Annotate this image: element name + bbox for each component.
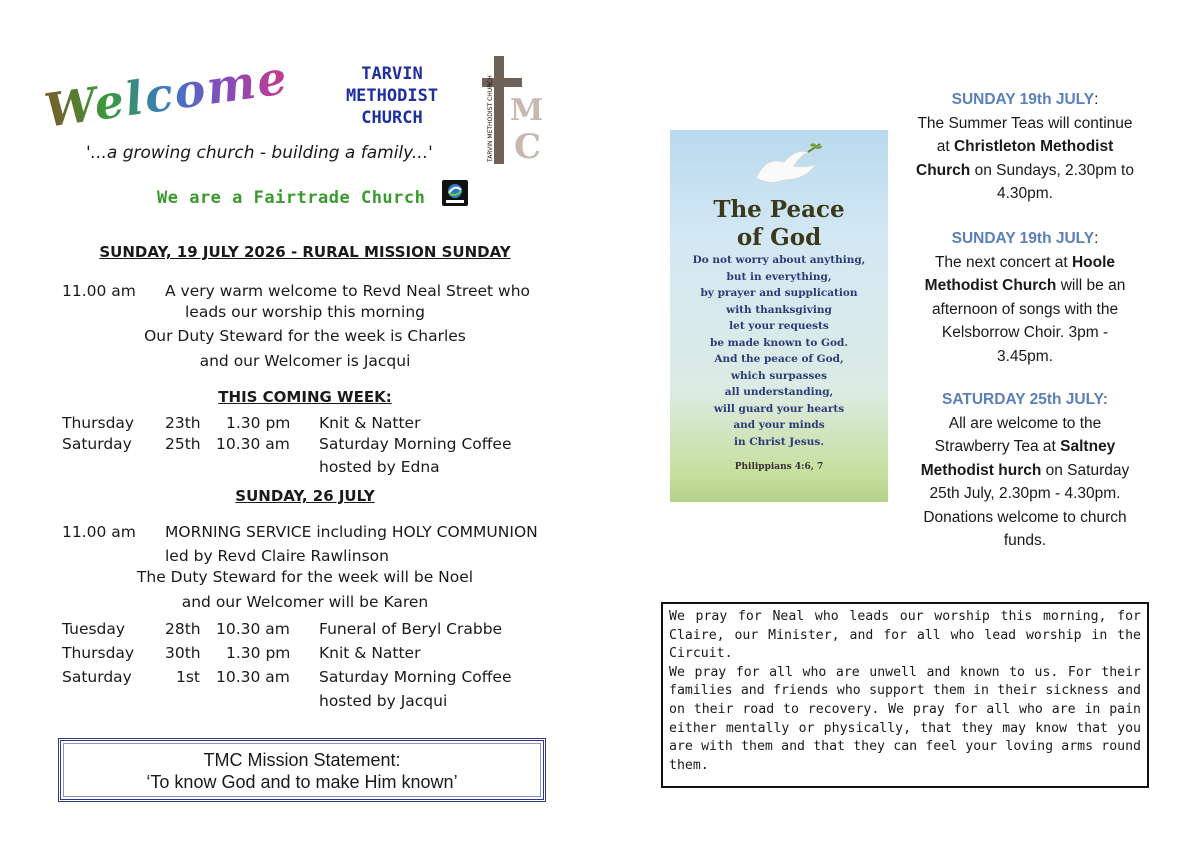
schedule-date: 30th: [165, 644, 201, 662]
welcome-text: Welcome: [41, 50, 292, 130]
service-time: 11.00 am: [62, 282, 136, 300]
notice-heading-suffix: :: [1094, 230, 1099, 247]
notice-venue: Christleton Methodist Church: [916, 138, 1114, 179]
schedule-event: Saturday Morning Coffee: [319, 668, 512, 686]
church-name-line: METHODIST: [345, 86, 439, 106]
schedule-date: 23th: [165, 414, 201, 432]
notice-text: The next concert at: [934, 253, 1072, 271]
mission-statement-box: [58, 738, 546, 802]
verse-line: and your minds: [733, 419, 825, 431]
verse-line: let your requests: [729, 320, 829, 332]
schedule-date: 25th: [165, 435, 201, 453]
schedule-extra: hosted by Edna: [319, 458, 440, 476]
notice-heading: SUNDAY 19th JULY: [951, 91, 1095, 108]
church-name-line: CHURCH: [361, 108, 423, 128]
notice-strawberry-tea: [912, 388, 1138, 553]
notice-venue: Saltney Methodist hurch: [920, 438, 1116, 479]
notice-heading-suffix: :: [1094, 91, 1099, 108]
service-line: A very warm welcome to Revd Neal Street who: [165, 282, 531, 300]
schedule-event: Knit & Natter: [319, 414, 421, 432]
verse-line: all understanding,: [724, 386, 834, 398]
peace-of-god-image: [670, 130, 888, 502]
schedule-row: [0, 641, 600, 665]
schedule-day: Thursday: [62, 644, 135, 662]
schedule-row: [0, 432, 600, 456]
church-name: [322, 63, 462, 129]
peace-verse: [670, 252, 888, 450]
welcome-banner: [36, 40, 306, 130]
schedule-date: 28th: [165, 620, 201, 638]
sunday-26-heading: SUNDAY, 26 JULY: [235, 487, 375, 505]
service-line: Our Duty Steward for the week is Charles: [144, 327, 466, 345]
schedule-time: 10.30 am: [216, 668, 290, 686]
notice-text: on Sundays, 2.30pm to 4.30pm.: [970, 161, 1134, 202]
verse-line: by prayer and supplication: [700, 287, 858, 299]
sunday-19-heading: SUNDAY, 19 JULY 2026 - RURAL MISSION SUNDAY: [99, 243, 511, 261]
prayer-paragraph: We pray for all who are unwell and known to us. For their families and friends who support them in their sickness and on their road to recovery. We pray for all who are in pain either mentally or physically, that they may know that you are with them and that they can feel your loving arms round them.: [669, 664, 1141, 773]
schedule-extra: hosted by Jacqui: [319, 692, 448, 710]
service-line: leads our worship this morning: [185, 303, 425, 321]
notice-text: will be an afternoon of songs with the Kelsborrow Choir. 3pm - 3.45pm.: [931, 277, 1126, 365]
logo-vertical-text: TARVIN METHODIST CHURCH: [487, 75, 494, 162]
mission-title: TMC Mission Statement:: [203, 750, 401, 770]
svg-text:C: C: [514, 127, 542, 167]
schedule-row: [0, 617, 600, 641]
tagline: '...a growing church - building a family...': [86, 143, 433, 163]
schedule-day: Thursday: [62, 414, 135, 432]
schedule-day: Tuesday: [62, 620, 126, 638]
schedule-time: 1.30 pm: [226, 644, 291, 662]
this-week-heading: THIS COMING WEEK:: [218, 388, 392, 406]
service-line: The Duty Steward for the week will be Noel: [136, 568, 474, 586]
verse-line: And the peace of God,: [714, 353, 844, 365]
notice-heading: SUNDAY 19th JULY: [951, 230, 1095, 247]
fairtrade-logo-icon: [442, 180, 468, 206]
schedule-time: 10.30 am: [216, 435, 290, 453]
notice-text: on Saturday 25th July, 2.30pm - 4.30pm. Donations welcome to church funds.: [923, 461, 1130, 549]
schedule-day: Saturday: [62, 668, 132, 686]
schedule-date: 1st: [176, 668, 201, 686]
verse-line: which surpasses: [731, 369, 827, 382]
service-line: and our Welcomer is Jacqui: [199, 352, 411, 370]
church-name-line: TARVIN: [361, 64, 423, 84]
verse-line: Do not worry about anything,: [692, 254, 866, 266]
schedule-event: Saturday Morning Coffee: [319, 435, 512, 453]
service-line: led by Revd Claire Rawlinson: [165, 547, 389, 565]
notice-heading: SATURDAY 25th JULY:: [942, 391, 1108, 408]
verse-line: with thanksgiving: [726, 303, 832, 316]
peace-title-line: The Peace: [713, 196, 845, 223]
dove-icon: [736, 138, 826, 196]
verse-reference: Philippians 4:6, 7: [734, 462, 824, 472]
service-line: and our Welcomer will be Karen: [181, 593, 429, 611]
service-line: MORNING SERVICE including HOLY COMMUNION: [165, 523, 538, 541]
verse-line: but in everything,: [726, 270, 832, 283]
notice-summer-teas: [912, 88, 1138, 206]
svg-text:M: M: [510, 93, 544, 128]
notice-text: All are welcome to the Strawberry Tea at: [934, 414, 1102, 455]
tmc-logo: [480, 50, 546, 170]
verse-line: will guard your hearts: [713, 402, 845, 415]
schedule-event: Funeral of Beryl Crabbe: [319, 620, 503, 638]
schedule-time: 1.30 pm: [226, 414, 291, 432]
prayer-paragraph: We pray for Neal who leads our worship this morning, for Claire, our Minister, and for all who lead worship in the Circuit.: [669, 609, 1141, 662]
fairtrade-statement: We are a Fairtrade Church: [157, 188, 426, 208]
mission-text: ‘To know God and to make Him known’: [146, 772, 458, 792]
notice-concert: [912, 227, 1138, 368]
notice-text: The Summer Teas will continue at: [917, 114, 1133, 155]
schedule-row: [0, 665, 600, 689]
schedule-event: Knit & Natter: [319, 644, 421, 662]
verse-line: in Christ Jesus.: [734, 435, 824, 448]
notice-venue: Hoole Methodist Church: [924, 253, 1116, 294]
schedule-day: Saturday: [62, 435, 132, 453]
verse-line: be made known to God.: [710, 336, 848, 349]
prayer-box: [661, 602, 1149, 788]
service-time: 11.00 am: [62, 523, 136, 541]
peace-title-line: of God: [736, 224, 822, 251]
schedule-time: 10.30 am: [216, 620, 290, 638]
